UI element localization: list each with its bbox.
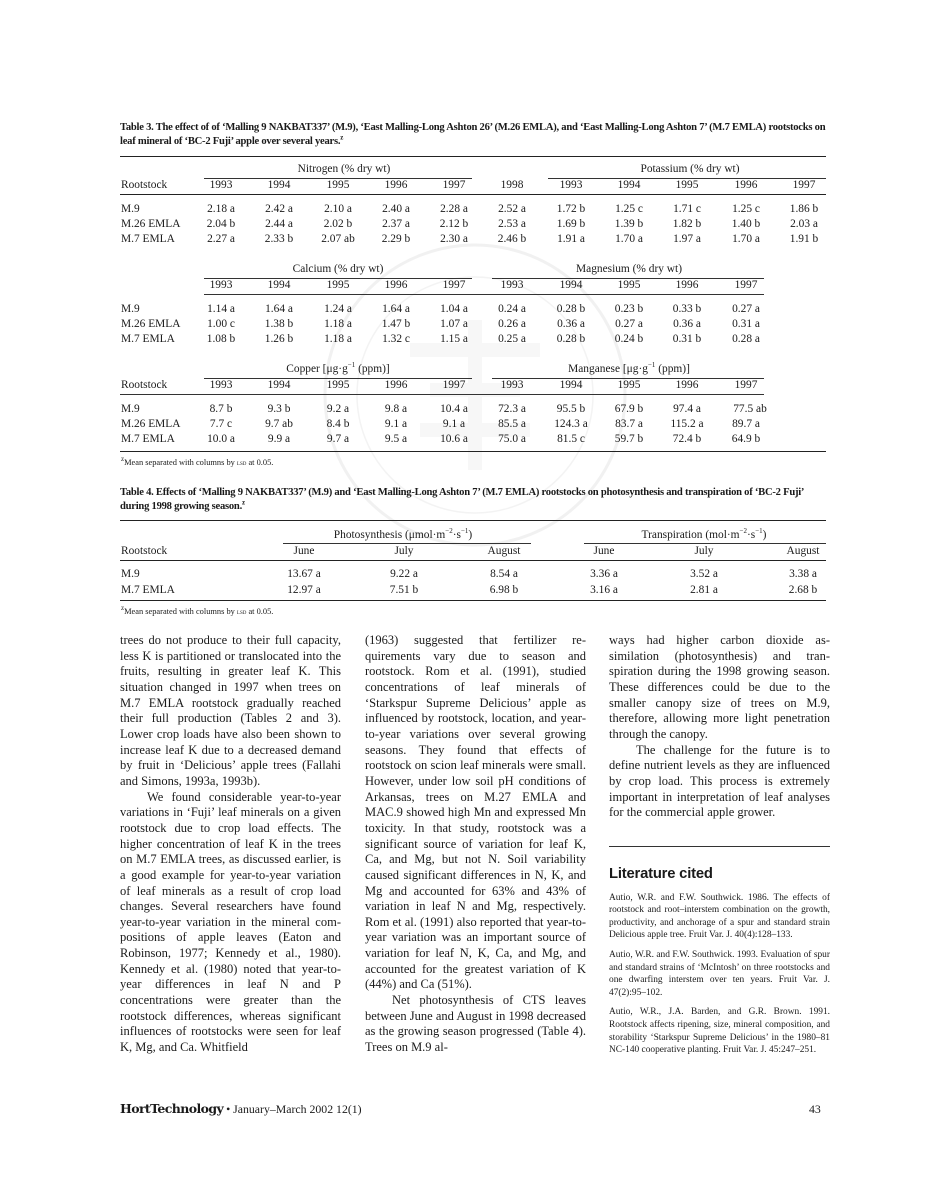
rootstock-label: M.9	[121, 203, 140, 215]
mg-year-header: 1997	[734, 279, 758, 291]
mg-year-header: 1994	[559, 279, 583, 291]
month-header: July	[394, 545, 414, 557]
body-column-2	[365, 633, 586, 1056]
table-cell: 72.4 b	[672, 433, 702, 445]
table-cell: 8.54 a	[490, 568, 518, 580]
rootstock-label: M.7 EMLA	[121, 333, 175, 345]
k-year-header: 1994	[617, 179, 641, 191]
table-cell: 3.16 a	[590, 584, 618, 596]
block3-header-rule	[120, 394, 764, 395]
table-cell: 1.38 b	[264, 318, 294, 330]
table-cell: 2.33 b	[264, 233, 294, 245]
table4-footnote: $^z$Mean separated with columns by lsd at 0.05.	[121, 604, 274, 616]
table-cell: 115.2 a	[670, 418, 704, 430]
table-cell: 13.67 a	[287, 568, 321, 580]
nitrogen-header: Nitrogen (% dry wt)	[297, 163, 391, 175]
table-cell: 0.33 b	[672, 303, 702, 315]
table-cell: 2.42 a	[265, 203, 293, 215]
reference-item: Autio, W.R. and F.W. Southwick. 1993. Evaluation of spur and standard strains of ‘McIntosh’ on three rootstocks and one dwarfing interstem over ten years. Fruit Var. J. 47(2):95–102.	[609, 950, 830, 998]
issue-info: • January–March 2002 12(1)	[223, 1102, 362, 1116]
table-cell: 72.3 a	[498, 403, 526, 415]
table-cell: 9.5 a	[384, 433, 408, 445]
body-column-1	[120, 633, 341, 1056]
running-footer	[120, 1102, 362, 1116]
mg-year-header: 1993	[500, 279, 524, 291]
table-cell: 9.1 a	[442, 418, 466, 430]
rootstock-label: M.26 EMLA	[121, 418, 181, 430]
table-cell: 1.64 a	[382, 303, 410, 315]
table3-stub-header: Rootstock	[121, 379, 168, 391]
table-cell: 1.82 b	[672, 218, 702, 230]
k-year-header: 1996	[734, 179, 758, 191]
mg-year-header: 1996	[675, 279, 699, 291]
table-cell: 0.23 b	[614, 303, 644, 315]
table-cell: 1.04 a	[440, 303, 468, 315]
mn-year-header: 1993	[500, 379, 524, 391]
table-cell: 1.40 b	[731, 218, 761, 230]
k-year-header: 1997	[792, 179, 816, 191]
table-cell: 0.28 b	[556, 303, 586, 315]
magnesium-header: Magnesium (% dry wt)	[576, 263, 682, 275]
calcium-header: Calcium (% dry wt)	[292, 263, 384, 275]
reference-item: Autio, W.R. and F.W. Southwick. 1986. The effects of rootstock and root–interstem combination on the growth, productivity, and anchorage of a spur and standard strain Delicious apple tree. Fruit Var. J. 40(4):128–133.	[609, 892, 830, 941]
table-cell: 77.5 ab	[733, 403, 767, 415]
table-cell: 0.36 a	[673, 318, 701, 330]
table-cell: 2.27 a	[207, 233, 235, 245]
table-cell: 2.37 a	[382, 218, 410, 230]
ca-year-header: 1996	[384, 279, 408, 291]
body-paragraph: Net photosynthesis of CTS leaves between June and August in 1998 decreased as the growing season progressed (Table 4). Trees on M.9 al-	[365, 993, 586, 1055]
table-cell: 2.30 a	[440, 233, 468, 245]
table-cell: 2.07 ab	[321, 233, 355, 245]
table-cell: 1.07 a	[440, 318, 468, 330]
table-cell: 2.02 b	[323, 218, 353, 230]
table-cell: 2.28 a	[440, 203, 468, 215]
table-cell: 83.7 a	[615, 418, 643, 430]
table-cell: 75.0 a	[498, 433, 526, 445]
table-cell: 2.81 a	[690, 584, 718, 596]
ca-year-header: 1995	[326, 279, 350, 291]
rootstock-label: M.7 EMLA	[121, 433, 175, 445]
table-cell: 2.03 a	[790, 218, 818, 230]
table3-top-rule	[120, 156, 826, 157]
table-cell: 0.24 b	[614, 333, 644, 345]
table3-footnote: $^z$Mean separated with columns by lsd at 0.05.	[121, 455, 274, 467]
section-heading: Literature cited	[609, 866, 713, 882]
table-cell: 0.31 b	[672, 333, 702, 345]
n-year-header: 1997	[442, 179, 466, 191]
table-cell: 1.18 a	[324, 333, 352, 345]
table-cell: 1.64 a	[265, 303, 293, 315]
table-cell: 1.24 a	[324, 303, 352, 315]
table-cell: 59.7 b	[614, 433, 644, 445]
block2-header-rule	[204, 294, 764, 295]
body-paragraph: We found considerable year-to-year variations in ‘Fuji’ leaf minerals on a given rootstock due to crop load effects. The higher concentration of leaf K in the trees on M.7 EMLA trees, as discussed earlier, is a good example for year-to-year variation of leaf minerals as a result of crop load changes. Several researchers have found year-to-year variation in the mineral compositions of apple leaves (Eaton and Robinson, 1977; Kennedy et al., 1980). Kennedy et al. (1980) noted that year-to-year differences in leaf N and P concentrations were greater than the rootstock differences, whereas significant influences of rootstocks were seen for leaf K, Mg, and Ca. Whitfield	[120, 789, 341, 1055]
table-cell: 9.7 ab	[265, 418, 293, 430]
table-cell: 6.98 b	[489, 584, 519, 596]
table-cell: 9.2 a	[326, 403, 350, 415]
table-cell: 85.5 a	[498, 418, 526, 430]
table-cell: 0.27 a	[615, 318, 643, 330]
table-cell: 2.04 b	[206, 218, 236, 230]
ca-year-header: 1994	[267, 279, 291, 291]
rootstock-label: M.9	[121, 568, 140, 580]
rootstock-label: M.26 EMLA	[121, 318, 181, 330]
table-cell: 2.10 a	[324, 203, 352, 215]
table-cell: 0.25 a	[498, 333, 526, 345]
ca-year-header: 1997	[442, 279, 466, 291]
table-cell: 2.12 b	[439, 218, 469, 230]
potassium-header: Potassium (% dry wt)	[640, 163, 740, 175]
table-cell: 0.24 a	[498, 303, 526, 315]
table3-stub-header: Rootstock	[121, 179, 168, 191]
cu-year-header: 1994	[267, 379, 291, 391]
table-cell: 1.72 b	[556, 203, 586, 215]
rootstock-label: M.9	[121, 303, 140, 315]
table-cell: 95.5 b	[556, 403, 586, 415]
k-year-header: 1993	[559, 179, 583, 191]
n-year-header: 1993	[209, 179, 233, 191]
body-paragraph: ways had higher carbon dioxide assimilation (photosynthesis) and transpiration during the 1998 growing season. These differences could be due to the smaller canopy size of trees on M.9, therefore, allowing more light penetration through the canopy.	[609, 633, 830, 741]
mn-year-header: 1994	[559, 379, 583, 391]
table3-bottom-rule	[120, 451, 826, 452]
table-cell: 1.47 b	[381, 318, 411, 330]
table-cell: 0.28 a	[732, 333, 760, 345]
n-year-header: 1998	[500, 179, 524, 191]
cu-year-header: 1993	[209, 379, 233, 391]
n-year-header: 1996	[384, 179, 408, 191]
photosynthesis-header: Photosynthesis $(\mu mol\cdot m^{-2}\cdot s^{-1})$	[333, 527, 473, 541]
n-year-header: 1994	[267, 179, 291, 191]
body-paragraph: trees do not produce to their full capacity, less K is partitioned or translocated into the fruits, resulting in greater leaf K. This situation changed in 1997 when trees on M.7 EMLA rootstock gradually reached their full production (Tables 2 and 3). Lower crop loads have also been shown to increase leaf K due to a decreased demand by fruit in ‘Delicious’ apple trees (Fallahi and Simons, 1993a, 1993b).	[120, 633, 341, 788]
table-cell: 1.91 a	[557, 233, 585, 245]
table-cell: 1.14 a	[207, 303, 235, 315]
table-cell: 3.52 a	[690, 568, 718, 580]
table-cell: 1.18 a	[324, 318, 352, 330]
month-header: August	[487, 545, 521, 557]
table-cell: 0.26 a	[498, 318, 526, 330]
table4-header-rule	[120, 560, 826, 561]
month-header: July	[694, 545, 714, 557]
table-cell: 8.7 b	[209, 403, 233, 415]
cu-year-header: 1995	[326, 379, 350, 391]
table-cell: 2.18 a	[207, 203, 235, 215]
n-year-header: 1995	[326, 179, 350, 191]
table-cell: 1.25 c	[732, 203, 760, 215]
month-header: June	[593, 545, 615, 557]
table-cell: 1.08 b	[206, 333, 236, 345]
table-cell: 1.32 c	[382, 333, 410, 345]
mn-year-header: 1995	[617, 379, 641, 391]
table3-header-rule	[120, 194, 826, 195]
table-cell: 1.97 a	[673, 233, 701, 245]
table-cell: 1.39 b	[614, 218, 644, 230]
table-cell: 67.9 b	[614, 403, 644, 415]
rootstock-label: M.9	[121, 403, 140, 415]
table-cell: 1.69 b	[556, 218, 586, 230]
rootstock-label: M.7 EMLA	[121, 233, 175, 245]
table-cell: 81.5 c	[557, 433, 585, 445]
table-cell: 9.1 a	[384, 418, 408, 430]
ca-year-header: 1993	[209, 279, 233, 291]
table4-caption: Table 4. Effects of ‘Malling 9 NAKBAT337’ (M.9) and ‘East Malling-Long Ashton 7’ (M.7 EMLA) rootstocks on photosynthesis and transpiration of ‘BC-2 Fuji’ during 1998 growing season.$^z$	[120, 487, 804, 512]
body-paragraph: (1963) suggested that fertilizer requirements vary due to season and rootstock. Rom et al. (1991), studied concentrations of leaf minerals of ‘Starkspur Supreme Delicious’ apple as influenced by rootstock, location, and year-to-year variations over several growing seasons. They found that effects of rootstock on scion leaf minerals were small. However, under low soil pH conditions of Arkansas, trees on M.27 EMLA and MAC.9 showed high Mn and expressed Mn toxicity. In that study, rootstock was a significant source of variation for leaf K, Ca, and Mg, but not N. Soil variability caused significant differences in N, K, and Mg and accounted for 63% and 43% of variation in leaf N and Mg, respectively. Rom et al. (1991) also reported that year-to-year variation was an important source of variation for leaf N, K, Ca, and Mg, and accounted for the greatest variation of K (44%) and Ca (51%).	[365, 633, 586, 992]
manganese-header: Manganese [$\mu g\cdot g^{-1}$ (ppm)]	[568, 361, 690, 375]
table4-top-rule	[120, 520, 826, 521]
table-cell: 64.9 b	[731, 433, 761, 445]
table-cell: 2.44 a	[265, 218, 293, 230]
table4-stub-header: Rootstock	[121, 545, 168, 557]
table-cell: 1.15 a	[440, 333, 468, 345]
literature-cited	[609, 853, 830, 1064]
table-cell: 0.36 a	[557, 318, 585, 330]
table-cell: 124.3 a	[554, 418, 588, 430]
table-cell: 12.97 a	[287, 584, 321, 596]
table-cell: 1.00 c	[207, 318, 235, 330]
table-cell: 1.91 b	[789, 233, 819, 245]
table-cell: 7.51 b	[389, 584, 419, 596]
reference-item: Autio, W.R., J.A. Barden, and G.R. Brown. 1991. Rootstock affects ripening, size, mineral composition, and storability ‘Starkspur Supreme Delicious’ in the 1980–81 NC-140 cooperative planting. Fruit Var. J. 45:247–251.	[609, 1007, 830, 1056]
table-cell: 0.28 b	[556, 333, 586, 345]
table-cell: 3.38 a	[789, 568, 817, 580]
table-cell: 0.31 a	[732, 318, 760, 330]
cu-year-header: 1996	[384, 379, 408, 391]
table-cell: 97.4 a	[673, 403, 701, 415]
table-cell: 9.22 a	[390, 568, 418, 580]
table-cell: 9.3 b	[267, 403, 291, 415]
mg-year-header: 1995	[617, 279, 641, 291]
table-cell: 10.0 a	[207, 433, 235, 445]
table-cell: 3.36 a	[590, 568, 618, 580]
table-cell: 1.26 b	[264, 333, 294, 345]
copper-header: Copper [$\mu g\cdot g^{-1}$ (ppm)]	[286, 361, 390, 375]
table-cell: 2.29 b	[381, 233, 411, 245]
table3-caption: Table 3. The effect of of ‘Malling 9 NAKBAT337’ (M.9), ‘East Malling-Long Ashton 26’ (M.26 EMLA), and ‘East Malling-Long Ashton 7’ (M.7 EMLA) rootstocks on leaf mineral of ‘BC-2 Fuji’ apple over several years.$^z$	[120, 122, 826, 147]
k-year-header: 1995	[675, 179, 699, 191]
table-cell: 2.68 b	[788, 584, 818, 596]
table-cell: 2.52 a	[498, 203, 526, 215]
body-paragraph: The challenge for the future is to define nutrient levels as they are influenced by crop load. This process is extremely important in interpretation of leaf analyses for the commercial apple grower.	[609, 742, 830, 820]
mn-year-header: 1997	[734, 379, 758, 391]
table-cell: 10.4 a	[440, 403, 468, 415]
table-cell: 1.70 a	[732, 233, 760, 245]
table-cell: 10.6 a	[440, 433, 468, 445]
rootstock-label: M.7 EMLA	[121, 584, 175, 596]
mn-year-header: 1996	[675, 379, 699, 391]
body-column-3	[609, 633, 830, 821]
section-divider	[609, 846, 830, 847]
table-cell: 1.70 a	[615, 233, 643, 245]
table-cell: 9.7 a	[326, 433, 350, 445]
table4-bottom-rule	[120, 600, 826, 601]
cu-year-header: 1997	[442, 379, 466, 391]
month-header: June	[293, 545, 315, 557]
table-cell: 1.86 b	[789, 203, 819, 215]
table-cell: 1.71 c	[673, 203, 701, 215]
table-cell: 7.7 c	[209, 418, 233, 430]
table-cell: 9.9 a	[267, 433, 291, 445]
rootstock-label: M.26 EMLA	[121, 218, 181, 230]
transpiration-header: Transpiration $(mol\cdot m^{-2}\cdot s^{-1})$	[641, 527, 767, 541]
table-cell: 89.7 a	[732, 418, 760, 430]
table-cell: 2.53 a	[498, 218, 526, 230]
table-cell: 9.8 a	[384, 403, 408, 415]
table-cell: 2.40 a	[382, 203, 410, 215]
month-header: August	[786, 545, 820, 557]
journal-logo: HortTechnology	[120, 1101, 224, 1116]
page-number: 43	[809, 1102, 821, 1116]
table-cell: 0.27 a	[732, 303, 760, 315]
table-cell: 8.4 b	[326, 418, 350, 430]
table-cell: 1.25 c	[615, 203, 643, 215]
table-cell: 2.46 b	[497, 233, 527, 245]
